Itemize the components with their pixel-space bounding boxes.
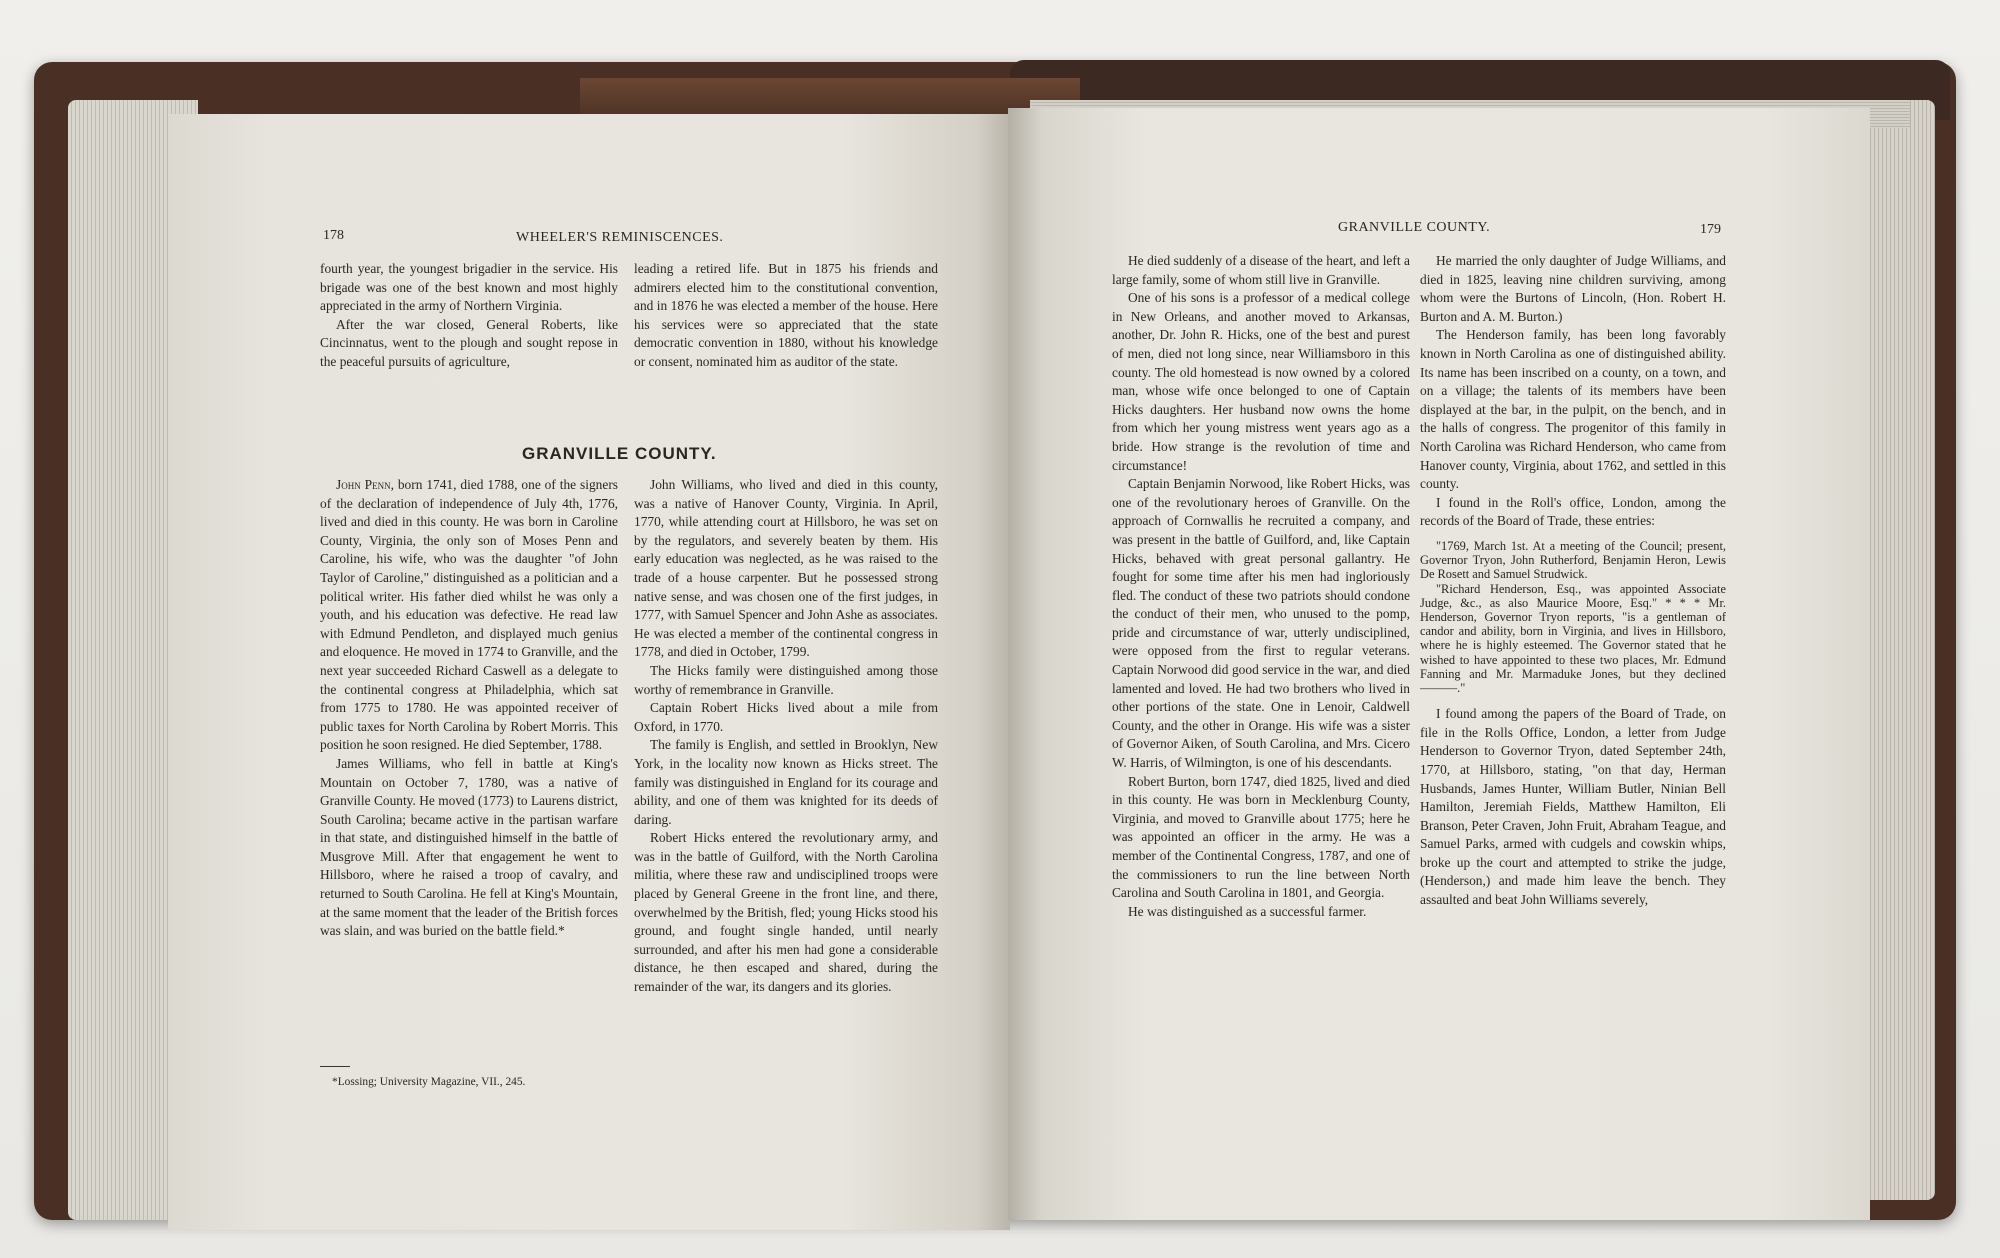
column-2: [1420, 252, 1726, 910]
column-1: [320, 476, 618, 941]
top-column-1: [320, 260, 618, 372]
quotation: "Richard Henderson, Esq., was appointed Associate Judge, &c., as also Maurice Moore, Esq." * * * Mr. Henderson, Governor Tryon reports, "is a gentleman of candor and ability, born in Virginia, and lives in Hillsboro, where he is highly esteemed. The Governor stated that he wished to have appointed to these two places, Mr. Edmund Fanning and Mr. Marmaduke Jones, but they declined———.": [1420, 581, 1726, 695]
lead-name: John Penn,: [336, 477, 394, 492]
paragraph: Robert Hicks entered the revolutionary army, and was in the battle of Guilford, with the North Carolina militia, where these raw and undisciplined troops were placed by General Greene in the front line, and there, overwhelmed by the British, fled; young Hicks stood his ground, and fought single handed, until nearly surrounded, and after his men had gone a considerable distance, he then escaped and shared, during the remainder of the war, its dangers and its glories.: [634, 830, 938, 995]
left-page: [168, 114, 1010, 1230]
paragraph: James Williams, who fell in battle at King's Mountain on October 7, 1780, was a native of Granville County. He moved (1773) to Laurens district, South Carolina; became active in the partisan warfare in that state, and distinguished himself in the battle of Musgrove Mill. After that engagement he went to Hillsboro, where he raised a troop of cavalry, and returned to South Carolina. He fell at King's Mountain, at the same moment that the leader of the British forces was slain, and was buried on the battle field.*: [320, 755, 618, 939]
right-page: [1008, 108, 1870, 1220]
paragraph: [320, 476, 618, 755]
paragraph: fourth year, the youngest brigadier in the service. His brigade was one of the best known and most highly appreciated in the army of Northern Virginia.: [320, 261, 618, 314]
paragraph: Robert Burton, born 1747, died 1825, lived and died in this county. He was born in Mecklenburg County, Virginia, and moved to Granville about 1775; here he was appointed an officer in the army. He was a member of the Continental Congress, 1787, and one of the commissioners to run the line between North Carolina and South Carolina in 1801, and Georgia.: [1112, 773, 1410, 901]
paragraph: He died suddenly of a disease of the heart, and left a large family, some of whom still live in Granville.: [1112, 253, 1410, 287]
paragraph: Captain Benjamin Norwood, like Robert Hicks, was one of the revolutionary heroes of Granville. On the approach of Cornwallis he recruited a company, and was present in the battle of Guilford, and, like Captain Hicks, behaved with great personal gallantry. He fought for some time after his men had ingloriously fled. The conduct of these two patriots should condone the conduct of their men, who unused to the pomp, pride and circumstance of war, utterly undisciplined, were opposed from the first to regular veterans. Captain Norwood did good service in the war, and died lamented and loved. He had two brothers who lived in other portions of the state. One in Lenoir, Caldwell County, and the other in Orange. His wife was a sister of Governor Aiken, of South Carolina, and Mrs. Cicero W. Harris, of Wilmington, is one of his descendants.: [1112, 476, 1410, 771]
quotation: "1769, March 1st. At a meeting of the Council; present, Governor Tryon, John Rutherford, Benjamin Heron, Lewis De Rosett and Samuel Strudwick.: [1420, 538, 1726, 582]
running-head: GRANVILLE COUNTY.: [1338, 220, 1491, 235]
running-head: WHEELER'S REMINISCENCES.: [516, 230, 724, 245]
paragraph: After the war closed, General Roberts, like Cincinnatus, went to the plough and sought repose in the peaceful pursuits of agriculture,: [320, 316, 618, 369]
page-number: 179: [1700, 222, 1721, 237]
paragraph: The family is English, and settled in Brooklyn, New York, in the locality now known as Hicks street. The family was distinguished in England for its courage and ability, and one of them was knighted for its deeds of daring.: [634, 737, 938, 827]
top-column-2: [634, 260, 938, 372]
paragraph-text: born 1741, died 1788, one of the signers of the declaration of independence of July 4th, 1776, lived and died in this county. He was born in Caroline County, Virginia, the only son of Moses Penn and Caroline, his wife, who was the daughter "of John Taylor of Caroline," distinguished as a politician and a political writer. His father died whilst he was only a youth, and his education was defective. He read law with Edmund Pendleton, and displayed much genius and eloquence. He moved in 1774 to Granville, and the next year succeeded Richard Caswell as a delegate to the continental congress at Philadelphia, which sat from 1775 to 1780. He was appointed receiver of public taxes for North Carolina by Robert Morris. This position he soon resigned. He died September, 1788.: [320, 477, 618, 753]
paragraph: He was distinguished as a successful farmer.: [1128, 903, 1367, 919]
paragraph: I found in the Roll's office, London, among the records of the Board of Trade, these entries:: [1420, 494, 1726, 529]
page-number: 178: [323, 228, 344, 243]
paragraph: leading a retired life. But in 1875 his friends and admirers elected him to the constitutional convention, and in 1876 he was elected a member of the house. Here his services were so appreciated that the state democratic convention in 1880, without his knowledge or consent, nominated him as auditor of the state.: [634, 261, 938, 369]
paragraph: The Hicks family were distinguished among those worthy of remembrance in Granville.: [634, 662, 938, 697]
column-1: [1112, 252, 1410, 921]
paragraph: I found among the papers of the Board of Trade, on file in the Rolls Office, London, a letter from Judge Henderson to Governor Tryon, dated September 24th, 1770, at Hillsboro, stating, "on that day, Herman Husbands, James Hunter, William Butler, Ninian Bell Hamilton, Jeremiah Fields, Matthew Hamilton, Eli Branson, Peter Craven, John Fruit, Abraham Teague, and Samuel Parks, armed with cudgels and cowskin whips, broke up the court and attempted to strike the judge, (Henderson,) and made him leave the bench. They assaulted and beat John Williams severely,: [1420, 706, 1726, 908]
paragraph: The Henderson family, has been long favorably known in North Carolina as one of distinguished ability. Its name has been inscribed on a county, on a town, and on a village; the talents of its members have been displayed at the bar, in the pulpit, on the bench, and in the halls of congress. The progenitor of this family in North Carolina was Richard Henderson, who came from Hanover county, Virginia, about 1762, and settled in this county.: [1420, 327, 1726, 492]
paragraph: He married the only daughter of Judge Williams, and died in 1825, leaving nine children surviving, among whom were the Burtons of Lincoln, (Hon. Robert H. Burton and A. M. Burton.): [1420, 253, 1726, 324]
paragraph: John Williams, who lived and died in this county, was a native of Hanover County, Virginia. In April, 1770, while attending court at Hillsboro, he was set on by the regulators, and severely beaten by them. His early education was neglected, as he was raised to the trade of a house carpenter. But he possessed strong native sense, and was chosen one of the first judges, in 1777, with Samuel Spencer and John Ashe as associates. He was elected a member of the continental congress in 1778, and died in October, 1799.: [634, 477, 938, 660]
footnote-rule: [320, 1066, 350, 1067]
paragraph: One of his sons is a professor of a medical college in New Orleans, and another moved to Arkansas, another, Dr. John R. Hicks, one of the best and purest of men, died not long since, near Williamsboro in this county. The old homestead is now owned by a colored man, whose wife once belonged to one of Captain Hicks daughters. Her husband now owns the home from which her young mistress went years ago as a bride. How strange is the revolution of time and circumstance!: [1112, 290, 1410, 473]
paragraph: Captain Robert Hicks lived about a mile from Oxford, in 1770.: [634, 700, 938, 734]
section-title: GRANVILLE COUNTY.: [522, 444, 717, 463]
column-2: [634, 476, 938, 997]
footnote: *Lossing; University Magazine, VII., 245.: [332, 1076, 526, 1088]
